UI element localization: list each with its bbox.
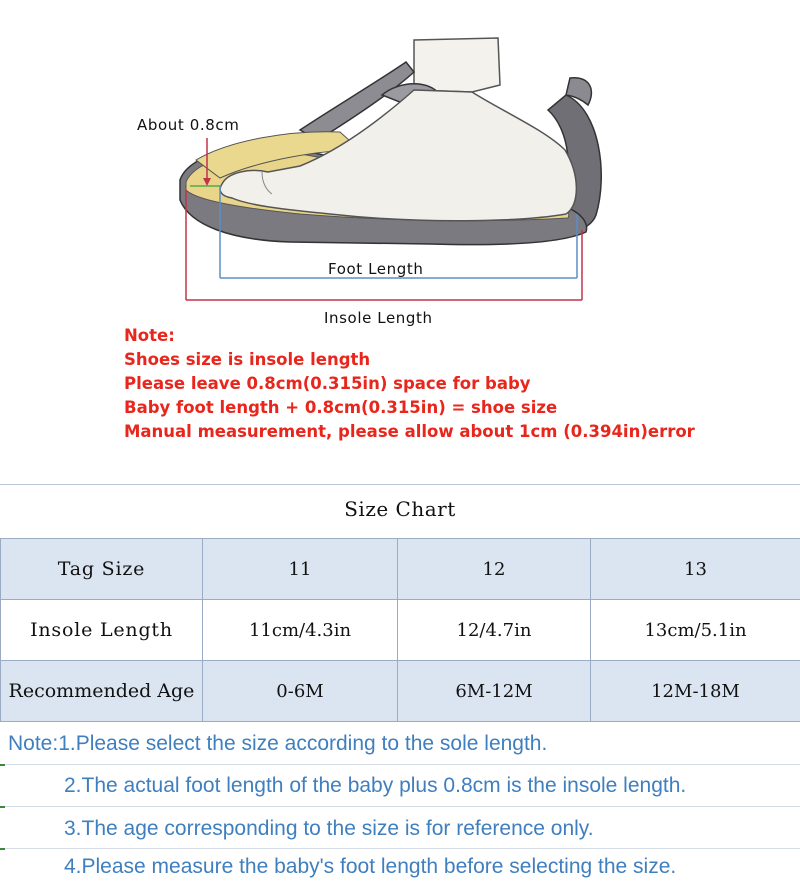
note-line: Please leave 0.8cm(0.315in) space for baby	[124, 374, 531, 393]
foot-length-label: Foot Length	[328, 260, 424, 278]
footnote-divider	[0, 848, 800, 849]
footnote-marker	[0, 848, 5, 850]
footnote-marker	[0, 806, 5, 808]
table-cell: 11cm/4.3in	[203, 600, 398, 661]
footnote-3: 3.The age corresponding to the size is for reference only.	[64, 817, 594, 840]
table-cell: 0-6M	[203, 661, 398, 722]
table-row	[1, 600, 800, 661]
table-cell: 6M-12M	[398, 661, 591, 722]
table-row	[1, 539, 800, 600]
footnote-1: Note:1.Please select the size according to the sole length.	[8, 732, 548, 755]
note-heading: Note:	[124, 326, 175, 345]
note-line: Baby foot length + 0.8cm(0.315in) = shoe size	[124, 398, 558, 417]
footnote-4: 4.Please measure the baby's foot length before selecting the size.	[64, 855, 677, 878]
table-cell: 12M-18M	[591, 661, 800, 722]
leg-shape	[414, 38, 500, 92]
table-cell: 11	[203, 539, 398, 600]
footnote-2: 2.The actual foot length of the baby plus 0.8cm is the insole length.	[64, 774, 687, 797]
table-cell: 12/4.7in	[398, 600, 591, 661]
note-line: Shoes size is insole length	[124, 350, 371, 369]
size-chart-title: Size Chart	[344, 497, 456, 521]
row-label-insole-length: Insole Length	[1, 600, 203, 661]
chart-divider	[0, 484, 800, 485]
insole-length-label: Insole Length	[324, 309, 433, 327]
note-line: Manual measurement, please allow about 1cm (0.394in)error	[124, 422, 695, 441]
shoe-diagram	[0, 0, 800, 330]
row-label-recommended-age: Recommended Age	[1, 661, 203, 722]
footnote-divider	[0, 764, 800, 765]
about-gap-label: About 0.8cm	[137, 116, 240, 134]
footnote-marker	[0, 764, 5, 766]
table-cell: 12	[398, 539, 591, 600]
row-label-tag-size: Tag Size	[1, 539, 203, 600]
shoe-cross-section-illustration	[0, 0, 800, 330]
footnote-divider	[0, 806, 800, 807]
table-cell: 13cm/5.1in	[591, 600, 800, 661]
sizing-note	[124, 324, 695, 444]
table-row	[1, 661, 800, 722]
size-chart-table	[0, 538, 800, 722]
table-cell: 13	[591, 539, 800, 600]
